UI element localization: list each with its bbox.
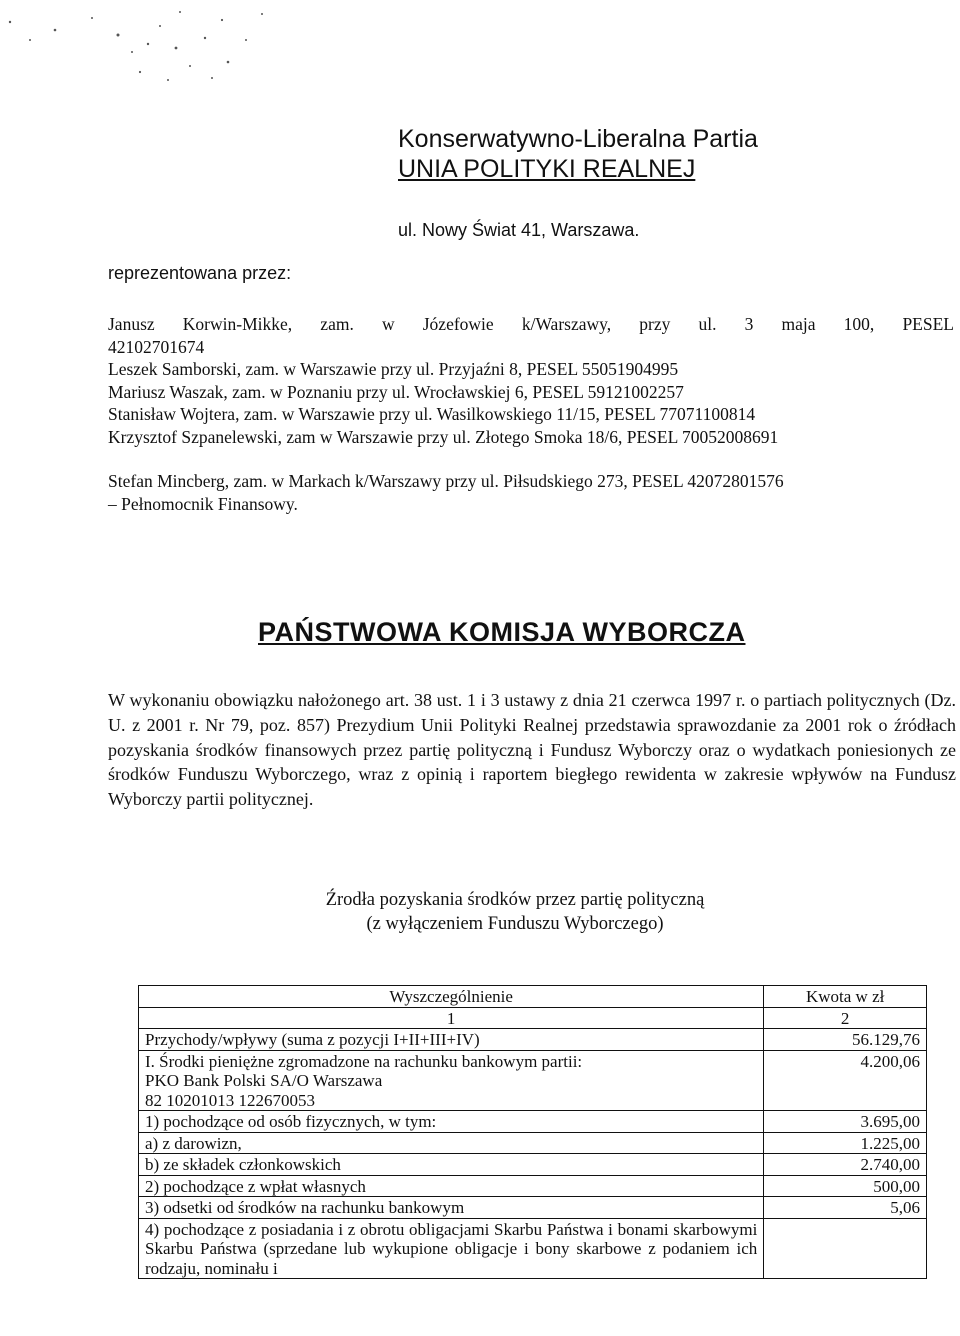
section-title <box>0 888 960 936</box>
column-header-amount: Kwota w zł <box>764 986 927 1008</box>
column-number-row <box>139 1007 927 1029</box>
row-amount: 56.129,76 <box>764 1029 927 1051</box>
row-amount <box>764 1218 927 1279</box>
spacer <box>108 448 954 470</box>
row-amount: 4.200,06 <box>764 1050 927 1111</box>
column-number: 2 <box>764 1007 927 1029</box>
table-row <box>139 1050 927 1111</box>
row-description-line2: PKO Bank Polski SA/O Warszawa <box>145 1071 383 1090</box>
row-amount: 2.740,00 <box>764 1154 927 1176</box>
table-row <box>139 1218 927 1279</box>
representative-line: – Pełnomocnik Finansowy. <box>108 493 298 514</box>
table-header-row <box>139 986 927 1008</box>
table-row <box>139 1154 927 1176</box>
column-number: 1 <box>139 1007 764 1029</box>
row-description: 4) pochodzące z posiadania i z obrotu obligacjami Skarbu Państwa i bonami skarbowymi Skarbu Państwa (sprzedane lub wykupione obligacje i bony skarbowe z podaniem ich rodzaju, nominału i <box>139 1218 764 1279</box>
representative-line: Stanisław Wojtera, zam. w Warszawie przy ul. Wasilkowskiego 11/15, PESEL 77071100814 <box>108 404 756 424</box>
row-description: a) z darowizn, <box>139 1132 764 1154</box>
scan-noise <box>0 0 300 100</box>
row-amount: 1.225,00 <box>764 1132 927 1154</box>
row-description: I. Środki pieniężne zgromadzone na rachunku bankowym partii: <box>145 1051 583 1071</box>
row-amount: 500,00 <box>764 1175 927 1197</box>
row-amount: 5,06 <box>764 1197 927 1219</box>
row-amount: 3.695,00 <box>764 1111 927 1133</box>
representatives-list <box>108 313 954 515</box>
report-paragraph: W wykonaniu obowiązku nałożonego art. 38 ust. 1 i 3 ustawy z dnia 21 czerwca 1997 r. o partiach politycznych (Dz. U. z 2001 r. Nr 79, poz. 857) Prezydium Unii Polityki Realnej przedstawia sprawozdanie za 2001 rok o źródłach pozyskania środków finansowych przez partię polityczną i Fundusz Wyborczy oraz o wydatkach poniesionych ze środków Funduszu Wyborczego, wraz z opinią i raportem biegłego rewidenta w zakresie wpływów na Fundusz Wyborczy partii politycznej. <box>108 690 956 810</box>
party-header <box>398 124 818 184</box>
column-header-description: Wyszczególnienie <box>139 986 764 1008</box>
row-description: Przychody/wpływy (suma z pozycji I+II+III+IV) <box>139 1029 764 1051</box>
party-address: ul. Nowy Świat 41, Warszawa. <box>398 220 640 240</box>
representative-line: Mariusz Waszak, zam. w Poznaniu przy ul. Wrocławskiej 6, PESEL 59121002257 <box>108 381 684 402</box>
row-description: 1) pochodzące od osób fizycznych, w tym: <box>139 1111 764 1133</box>
party-name-line1: Konserwatywno-Liberalna Partia <box>398 125 758 153</box>
table-row <box>139 1111 927 1133</box>
section-title-line1: Źrodła pozyskania środków przez partię polityczną <box>325 890 705 910</box>
table-row <box>139 1175 927 1197</box>
representative-line: Krzysztof Szpanelewski, zam w Warszawie przy ul. Złotego Smoka 18/6, PESEL 70052008691 <box>108 426 779 447</box>
section-title-line2: (z wyłączeniem Funduszu Wyborczego) <box>366 914 664 934</box>
party-name-line2: UNIA POLITYKI REALNEJ <box>398 155 696 183</box>
table-row <box>139 1197 927 1219</box>
funding-sources-table <box>138 985 927 1279</box>
representative-line: Janusz Korwin-Mikke, zam. w Józefowie k/Warszawy, przy ul. 3 maja 100, PESEL <box>108 314 954 334</box>
representative-line: Leszek Samborski, zam. w Warszawie przy ul. Przyjaźni 8, PESEL 55051904995 <box>108 359 679 379</box>
commission-title: PAŃSTWOWA KOMISJA WYBORCZA <box>258 617 746 647</box>
row-description: 3) odsetki od środków na rachunku bankowym <box>139 1197 764 1219</box>
row-description-block <box>139 1050 764 1111</box>
representative-line: 42102701674 <box>108 336 205 357</box>
table-row <box>139 1132 927 1154</box>
row-description: 2) pochodzące z wpłat własnych <box>139 1175 764 1197</box>
row-description: b) ze składek członkowskich <box>139 1154 764 1176</box>
row-description-line3: 82 10201013 122670053 <box>145 1090 315 1110</box>
representative-line: Stefan Mincberg, zam. w Markach k/Warszawy przy ul. Piłsudskiego 273, PESEL 42072801576 <box>108 471 784 491</box>
table-row <box>139 1029 927 1051</box>
represented-by-label: reprezentowana przez: <box>108 263 292 283</box>
